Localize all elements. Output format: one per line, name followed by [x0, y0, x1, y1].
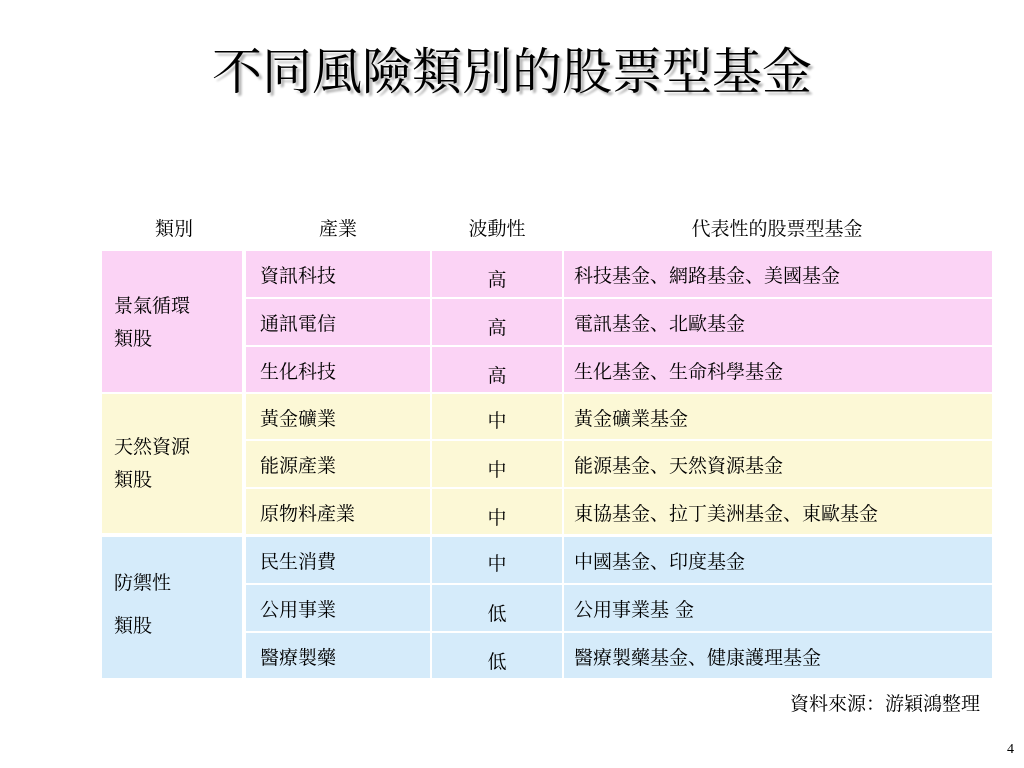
category-label: 類股 — [114, 615, 153, 637]
volatility-cell: 低 — [432, 585, 562, 631]
header-funds: 代表性的股票型基金 — [691, 218, 863, 240]
category-label: 類股 — [114, 328, 153, 350]
funds-cell: 生化基金、生命科學基金 — [564, 347, 992, 392]
category-label: 防禦性 — [114, 572, 172, 594]
volatility-cell: 中 — [432, 537, 562, 583]
funds-cell: 中國基金、印度基金 — [564, 537, 992, 583]
funds-cell: 電訊基金、北歐基金 — [564, 299, 992, 345]
industry-cell: 黃金礦業 — [246, 394, 430, 439]
funds-cell: 科技基金、網路基金、美國基金 — [564, 251, 992, 297]
slide-title: 不同風險類別的股票型基金 — [212, 43, 812, 101]
volatility-cell: 高 — [432, 251, 562, 297]
category-label: 景氣循環 — [114, 295, 191, 317]
funds-cell: 東協基金、拉丁美洲基金、東歐基金 — [564, 489, 992, 534]
volatility-cell: 中 — [432, 489, 562, 534]
industry-cell: 資訊科技 — [246, 251, 430, 297]
industry-cell: 原物料產業 — [246, 489, 430, 534]
category-label: 天然資源 — [114, 436, 191, 458]
source-note: 資料來源：游穎鴻整理 — [789, 693, 980, 715]
industry-cell: 醫療製藥 — [246, 633, 430, 678]
category-label: 類股 — [114, 469, 153, 491]
industry-cell: 民生消費 — [246, 537, 430, 583]
volatility-cell: 高 — [432, 299, 562, 345]
industry-cell: 公用事業 — [246, 585, 430, 631]
header-industry: 產業 — [318, 218, 357, 240]
header-volatility: 波動性 — [468, 218, 526, 240]
funds-cell: 能源基金、天然資源基金 — [564, 441, 992, 487]
funds-cell: 醫療製藥基金、健康護理基金 — [564, 633, 992, 678]
funds-cell: 公用事業基 金 — [564, 585, 992, 631]
industry-cell: 能源產業 — [246, 441, 430, 487]
volatility-cell: 高 — [432, 347, 562, 392]
industry-cell: 生化科技 — [246, 347, 430, 392]
volatility-cell: 中 — [432, 394, 562, 439]
industry-cell: 通訊電信 — [246, 299, 430, 345]
volatility-cell: 低 — [432, 633, 562, 678]
page-number: 4 — [1007, 742, 1014, 757]
header-category: 類別 — [154, 218, 193, 240]
category-cell — [102, 537, 242, 678]
volatility-cell: 中 — [432, 441, 562, 487]
funds-cell: 黃金礦業基金 — [564, 394, 992, 439]
